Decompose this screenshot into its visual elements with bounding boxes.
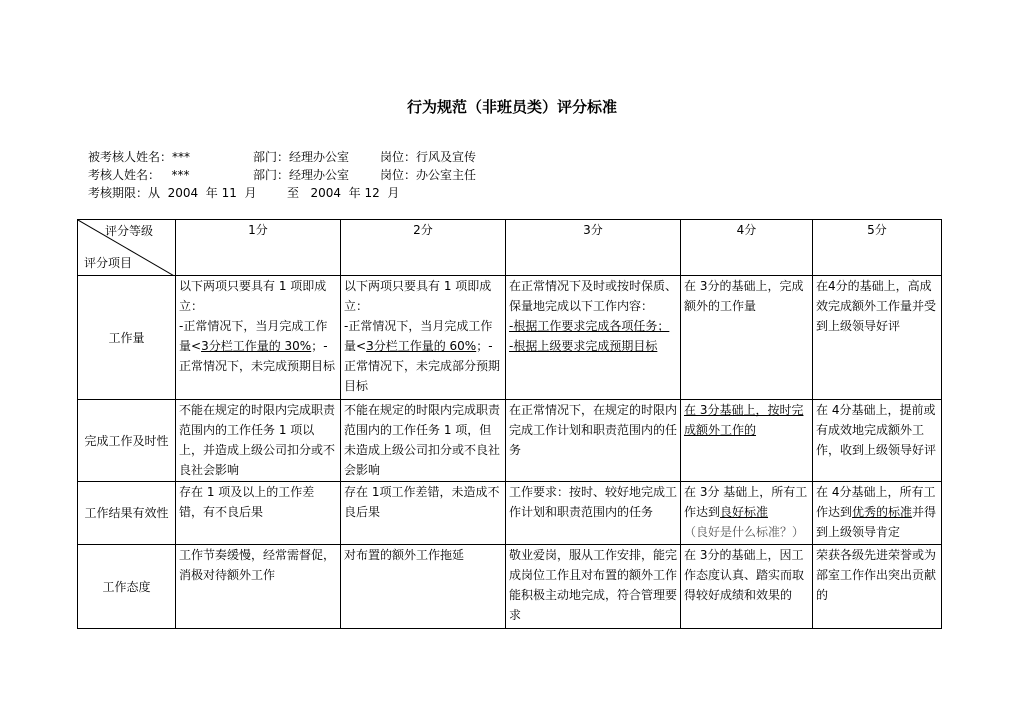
grade-axis-label: 评分等级: [104, 224, 153, 238]
criteria-text: 在 4分基础上，所有工作达到: [816, 485, 936, 519]
criteria-cell: 存在 1 项及以上的工作差错，有不良后果: [176, 482, 341, 545]
table-row: [78, 545, 942, 629]
grade-header: 3分: [506, 220, 681, 276]
criteria-text: 在 3分 基础上，所有工作达到: [684, 485, 808, 519]
criteria-text: -正常情况下，当月完成工作量<: [179, 319, 328, 353]
assessor-post: 岗位：办公室主任: [380, 168, 477, 182]
criteria-cell: [813, 482, 942, 545]
table-row: [78, 400, 942, 482]
criteria-cell: [341, 276, 506, 400]
criteria-underlined: 3分栏工作量的 60%: [366, 339, 477, 353]
item-axis-label: 评分项目: [84, 256, 133, 270]
criteria-text: -正常情况下，当月完成工作量<: [344, 319, 493, 353]
grade-header: 4分: [681, 220, 813, 276]
grade-header: 1分: [176, 220, 341, 276]
item-label: 工作结果有效性: [78, 482, 176, 545]
criteria-cell: 对布置的额外工作拖延: [341, 545, 506, 629]
table-row: [78, 482, 942, 545]
assessee-row: [88, 148, 476, 166]
criteria-underlined: 良好标准: [720, 505, 769, 519]
assessee-post: 岗位：行风及宣传: [380, 150, 477, 164]
criteria-cell: 在 4分基础上，提前或有成效地完成额外工作，收到上级领导好评: [813, 400, 942, 482]
criteria-cell: [681, 482, 813, 545]
criteria-underlined: 3分栏工作量的 30%: [201, 339, 312, 353]
criteria-cell: 敬业爱岗，服从工作安排，能完成岗位工作且对布置的额外工作能积极主动地完成，符合管理要求: [506, 545, 681, 629]
criteria-text: ；-正常情况下，未完成部分预期目标: [344, 339, 501, 393]
criteria-cell: [506, 276, 681, 400]
grade-header: 2分: [341, 220, 506, 276]
criteria-underlined: 优秀的标准: [852, 505, 913, 519]
assessment-period: 考核期限：从 2004 年 11 月 至 2004 年 12 月: [88, 186, 400, 200]
assessee-name: 被考核人姓名：***: [88, 150, 191, 164]
criteria-cell: 不能在规定的时限内完成职责范围内的工作任务 1 项，但未造成上级公司扣分或不良社会影响: [341, 400, 506, 482]
criteria-underlined: -根据上级要求完成预期目标: [509, 339, 658, 353]
criteria-text: 以下两项只要具有 1 项即成立：: [344, 279, 492, 313]
item-label: 完成工作及时性: [78, 400, 176, 482]
page-title: 行为规范（非班员类）评分标准: [406, 98, 617, 116]
criteria-cell: 荣获各级先进荣誉或为部室工作作出突出贡献的: [813, 545, 942, 629]
grade-header: 5分: [813, 220, 942, 276]
criteria-text: ；-正常情况下，未完成预期目标: [179, 339, 336, 373]
assessor-dept: 部门：经理办公室: [253, 168, 350, 182]
criteria-cell: 工作要求：按时、较好地完成工作计划和职责范围内的任务: [506, 482, 681, 545]
criteria-underlined: 在 3分基础上，按时完成额外工作的: [684, 403, 804, 437]
criteria-cell: 在 3分的基础上，因工作态度认真、踏实而取得较好成绩和效果的: [681, 545, 813, 629]
criteria-cell: 在4分的基础上，高成效完成额外工作量并受到上级领导好评: [813, 276, 942, 400]
item-label: 工作量: [78, 276, 176, 400]
criteria-underlined: -根据工作要求完成各项任务；: [509, 319, 670, 333]
assessor-row: [88, 166, 476, 184]
criteria-text: 并得到上级领导肯定: [816, 505, 937, 539]
period-row: [88, 184, 476, 202]
criteria-cell: 存在 1项工作差错，未造成不良后果: [341, 482, 506, 545]
item-label: 工作态度: [78, 545, 176, 629]
criteria-cell: [176, 276, 341, 400]
criteria-text: 在正常情况下及时或按时保质、保量地完成以下工作内容：: [509, 279, 678, 313]
criteria-cell: 不能在规定的时限内完成职责范围内的工作任务 1 项以上，并造成上级公司扣分或不良社会影响: [176, 400, 341, 482]
assessor-name: 考核人姓名： ***: [88, 168, 190, 182]
criteria-text: 以下两项只要具有 1 项即成立：: [179, 279, 327, 313]
assessee-dept: 部门：经理办公室: [253, 150, 350, 164]
criteria-cell: 在正常情况下，在规定的时限内完成工作计划和职责范围内的任务: [506, 400, 681, 482]
corner-header: [78, 220, 176, 276]
assessment-info: [88, 148, 476, 202]
criteria-cell: 工作节奏缓慢，经常需督促，消极对待额外工作: [176, 545, 341, 629]
criteria-cell: [681, 400, 813, 482]
table-row: [78, 276, 942, 400]
criteria-cell: 在 3分的基础上，完成额外的工作量: [681, 276, 813, 400]
reviewer-note: （良好是什么标准？）: [684, 525, 805, 539]
scoring-table: [77, 219, 942, 629]
header-row: [78, 220, 942, 276]
